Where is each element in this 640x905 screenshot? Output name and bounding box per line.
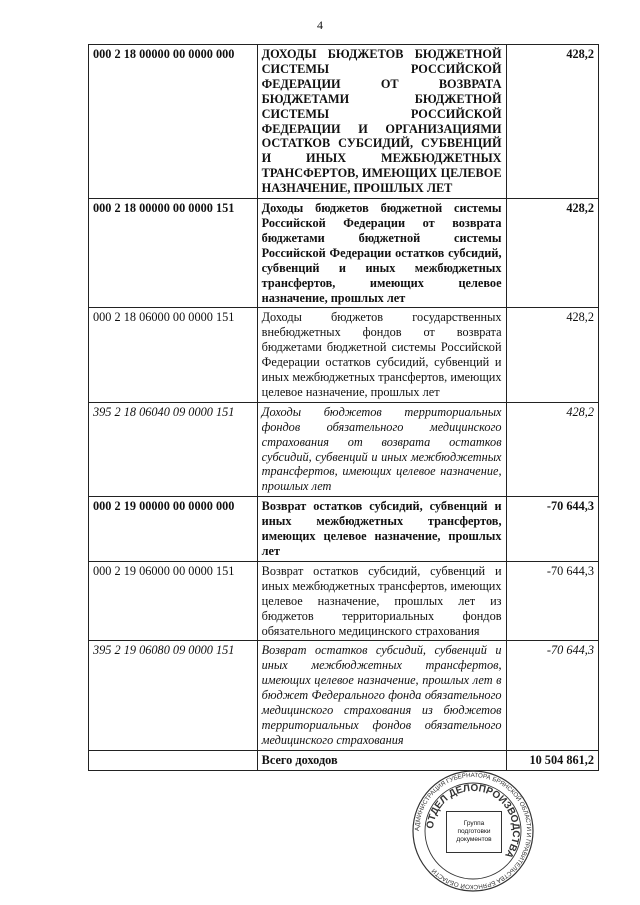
total-label-cell: Всего доходов bbox=[257, 750, 506, 770]
amount-cell: 428,2 bbox=[506, 308, 598, 402]
office-stamp bbox=[412, 770, 534, 892]
revenue-name-cell: Возврат остатков субсидий, субвенций и иных межбюджетных трансфертов, имеющих целевое назначение, прошлых лет в бюджет Федерального фонда обязательного медицинского страхования из бюджетов территориальных фондов обязательного медицинского страхования bbox=[257, 641, 506, 750]
stamp-outer-text: АДМИНИСТРАЦИЯ ГУБЕРНАТОРА БРЯНСКОЙ ОБЛАСТИ И ПРАВИТЕЛЬСТВА БРЯНСКОЙ ОБЛАСТИ bbox=[413, 771, 533, 891]
table-row bbox=[89, 561, 599, 641]
table-row bbox=[89, 199, 599, 308]
revenue-name-cell: Доходы бюджетов государственных внебюджетных фондов от возврата бюджетами бюджетной системы Российской Федерации остатков субсидий, субвенций и иных межбюджетных трансфертов, имеющих целевое назначение, прошлых лет bbox=[257, 308, 506, 402]
revenue-name-cell: Возврат остатков субсидий, субвенций и иных межбюджетных трансфертов, имеющих целевое назначение, прошлых лет bbox=[257, 497, 506, 562]
stamp-inner-line: документов bbox=[456, 836, 492, 843]
amount-cell: 428,2 bbox=[506, 402, 598, 496]
stamp-inner-line: Группа bbox=[463, 820, 485, 827]
table-row bbox=[89, 641, 599, 750]
total-code-cell bbox=[89, 750, 258, 770]
budget-code-cell: 000 2 18 00000 00 0000 000 bbox=[89, 45, 258, 199]
amount-cell: -70 644,3 bbox=[506, 641, 598, 750]
budget-code-cell: 000 2 19 00000 00 0000 000 bbox=[89, 497, 258, 562]
table-row bbox=[89, 497, 599, 562]
table-row bbox=[89, 308, 599, 402]
budget-code-cell: 395 2 19 06080 09 0000 151 bbox=[89, 641, 258, 750]
stamp-middle-text: ОТДЕЛ ДЕЛОПРОИЗВОДСТВА bbox=[424, 782, 522, 860]
budget-code-cell: 000 2 18 00000 00 0000 151 bbox=[89, 199, 258, 308]
stamp-inner-box bbox=[446, 811, 502, 853]
budget-code-cell: 000 2 18 06000 00 0000 151 bbox=[89, 308, 258, 402]
total-amount-cell: 10 504 861,2 bbox=[506, 750, 598, 770]
table-row bbox=[89, 402, 599, 496]
stamp-inner-line: подготовки bbox=[457, 828, 491, 835]
revenue-name-cell: Доходы бюджетов бюджетной системы Российской Федерации от возврата бюджетами бюджетной системы Российской Федерации остатков субсидий, субвенций и иных межбюджетных трансфертов, имеющих целевое назначение, прошлых лет bbox=[257, 199, 506, 308]
budget-code-cell: 395 2 18 06040 09 0000 151 bbox=[89, 402, 258, 496]
page-number: 4 bbox=[317, 18, 323, 32]
total-row bbox=[89, 750, 599, 770]
revenue-table bbox=[88, 44, 599, 771]
amount-cell: 428,2 bbox=[506, 45, 598, 199]
budget-code-cell: 000 2 19 06000 00 0000 151 bbox=[89, 561, 258, 641]
amount-cell: 428,2 bbox=[506, 199, 598, 308]
table-row bbox=[89, 45, 599, 199]
revenue-name-cell: ДОХОДЫ БЮДЖЕТОВ БЮДЖЕТНОЙ СИСТЕМЫ РОССИЙСКОЙ ФЕДЕРАЦИИ ОТ ВОЗВРАТА БЮДЖЕТАМИ БЮДЖЕТНОЙ СИСТЕМЫ РОССИЙСКОЙ ФЕДЕРАЦИИ И ОРГАНИЗАЦИЯМИ ОСТАТКОВ СУБСИДИЙ, СУБВЕНЦИЙ И ИНЫХ МЕЖБЮДЖЕТНЫХ ТРАНСФЕРТОВ, ИМЕЮЩИХ ЦЕЛЕВОЕ НАЗНАЧЕНИЕ, ПРОШЛЫХ ЛЕТ bbox=[257, 45, 506, 199]
amount-cell: -70 644,3 bbox=[506, 497, 598, 562]
revenue-name-cell: Возврат остатков субсидий, субвенций и иных межбюджетных трансфертов, имеющих целевое назначение, прошлых лет из бюджетов территориальных фондов обязательного медицинского страхования bbox=[257, 561, 506, 641]
amount-cell: -70 644,3 bbox=[506, 561, 598, 641]
revenue-name-cell: Доходы бюджетов территориальных фондов обязательного медицинского страхования от возврата остатков субсидий, субвенций и иных межбюджетных трансфертов, имеющих целевое назначение, прошлых лет bbox=[257, 402, 506, 496]
